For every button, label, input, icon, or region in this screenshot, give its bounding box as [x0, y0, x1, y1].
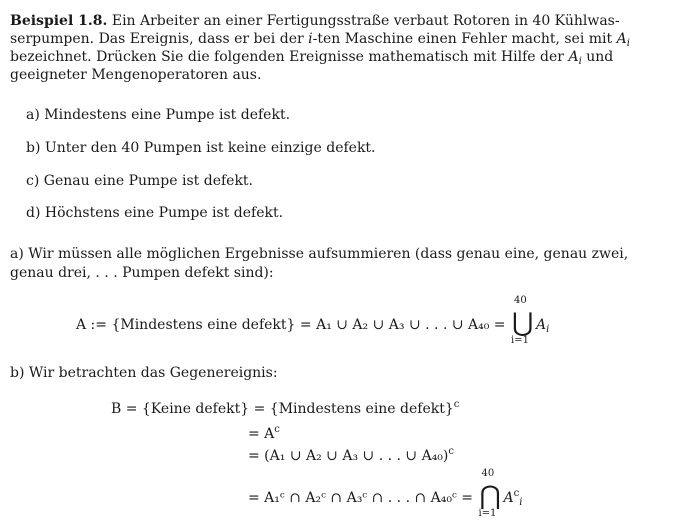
intro-line-1	[10, 14, 620, 28]
task-text: Mindestens eine Pumpe ist defekt.	[44, 107, 291, 123]
intersection-lower-limit: i=1	[478, 508, 497, 519]
big-union-operator	[511, 295, 534, 346]
solution-text: a) Wir müssen alle möglichen Ergebnisse aufsummieren (dass genau eine, genau zwei,	[10, 246, 629, 262]
solution-b-line-1	[10, 366, 278, 380]
formula-lhs: B = {Keine defekt} =	[111, 401, 270, 417]
event-symbol: A	[568, 49, 579, 65]
event-subscript: i	[578, 56, 582, 67]
formula-b-eq-1	[111, 400, 459, 416]
intro-line-4	[10, 68, 261, 82]
example-heading: Beispiel 1.8.	[10, 13, 108, 29]
intro-text: geeigneter Mengenoperatoren aus.	[10, 67, 262, 83]
task-item-d	[26, 206, 283, 220]
task-item-c	[26, 174, 253, 188]
intro-text: serpumpen. Das Ereignis, dass er bei der	[10, 31, 309, 47]
big-intersection-operator	[478, 468, 501, 519]
union-lower-limit: i=1	[511, 335, 529, 346]
task-label: a)	[26, 107, 40, 123]
intro-text: Ein Arbeiter an einer Fertigungsstraße verbaut Rotoren in 40 Kühlwas-	[111, 13, 620, 29]
event-symbol: A	[616, 31, 627, 47]
intro-text: -ten Maschine einen Fehler macht, sei mit	[312, 31, 617, 47]
formula-lhs: A := {Mindestens eine defekt} =	[76, 317, 317, 333]
formula-term: A	[536, 317, 547, 333]
union-symbol: ⋃	[512, 308, 534, 338]
task-text: Genau eine Pumpe ist defekt.	[43, 173, 253, 189]
intro-line-2	[10, 32, 630, 49]
complement-superscript: c	[448, 446, 454, 457]
formula-rhs: = A₁ᶜ ∩ A₂ᶜ ∩ A₃ᶜ ∩ . . . ∩ A₄₀ᶜ =	[248, 490, 478, 506]
intersection-symbol: ⋂	[479, 481, 501, 511]
formula-chain: A₁ ∪ A₂ ∪ A₃ ∪ . . . ∪ A₄₀ =	[316, 317, 510, 333]
task-label: c)	[26, 173, 40, 189]
complement-superscript: c	[453, 399, 460, 410]
formula-a	[76, 295, 550, 346]
task-label: b)	[26, 140, 41, 156]
formula-term-subscript: i	[519, 497, 523, 508]
complement-superscript: c	[274, 424, 280, 435]
task-item-a	[26, 108, 290, 122]
union-upper-limit: 40	[514, 295, 527, 306]
task-item-b	[26, 141, 376, 155]
task-text: Unter den 40 Pumpen ist keine einzige defekt.	[44, 140, 376, 156]
complement-superscript: c	[513, 488, 520, 499]
intro-text: bezeichnet. Drücken Sie die folgenden Ereignisse mathematisch mit Hilfe der	[10, 49, 569, 65]
intro-text: und	[581, 49, 614, 65]
task-label: d)	[26, 205, 41, 221]
task-text: Höchstens eine Pumpe ist defekt.	[44, 205, 284, 221]
formula-rhs: {Mindestens eine defekt}	[269, 401, 454, 417]
formula-term-subscript: i	[546, 324, 550, 335]
solution-text: genau drei, . . . Pumpen defekt sind):	[10, 265, 274, 281]
solution-a-line-2	[10, 266, 274, 280]
formula-b-eq-2	[248, 425, 280, 441]
formula-rhs: = (A₁ ∪ A₂ ∪ A₃ ∪ . . . ∪ A₄₀)	[248, 448, 449, 464]
formula-b-eq-3	[248, 447, 454, 463]
formula-rhs: = A	[248, 426, 275, 442]
intro-line-3	[10, 50, 613, 67]
solution-a-line-1	[10, 247, 628, 261]
formula-b-eq-4	[248, 468, 523, 519]
intersection-upper-limit: 40	[481, 468, 495, 479]
index-variable: i	[308, 31, 313, 47]
event-subscript: i	[626, 38, 630, 49]
solution-text: b) Wir betrachten das Gegenereignis:	[10, 365, 278, 381]
formula-term: A	[503, 490, 514, 506]
